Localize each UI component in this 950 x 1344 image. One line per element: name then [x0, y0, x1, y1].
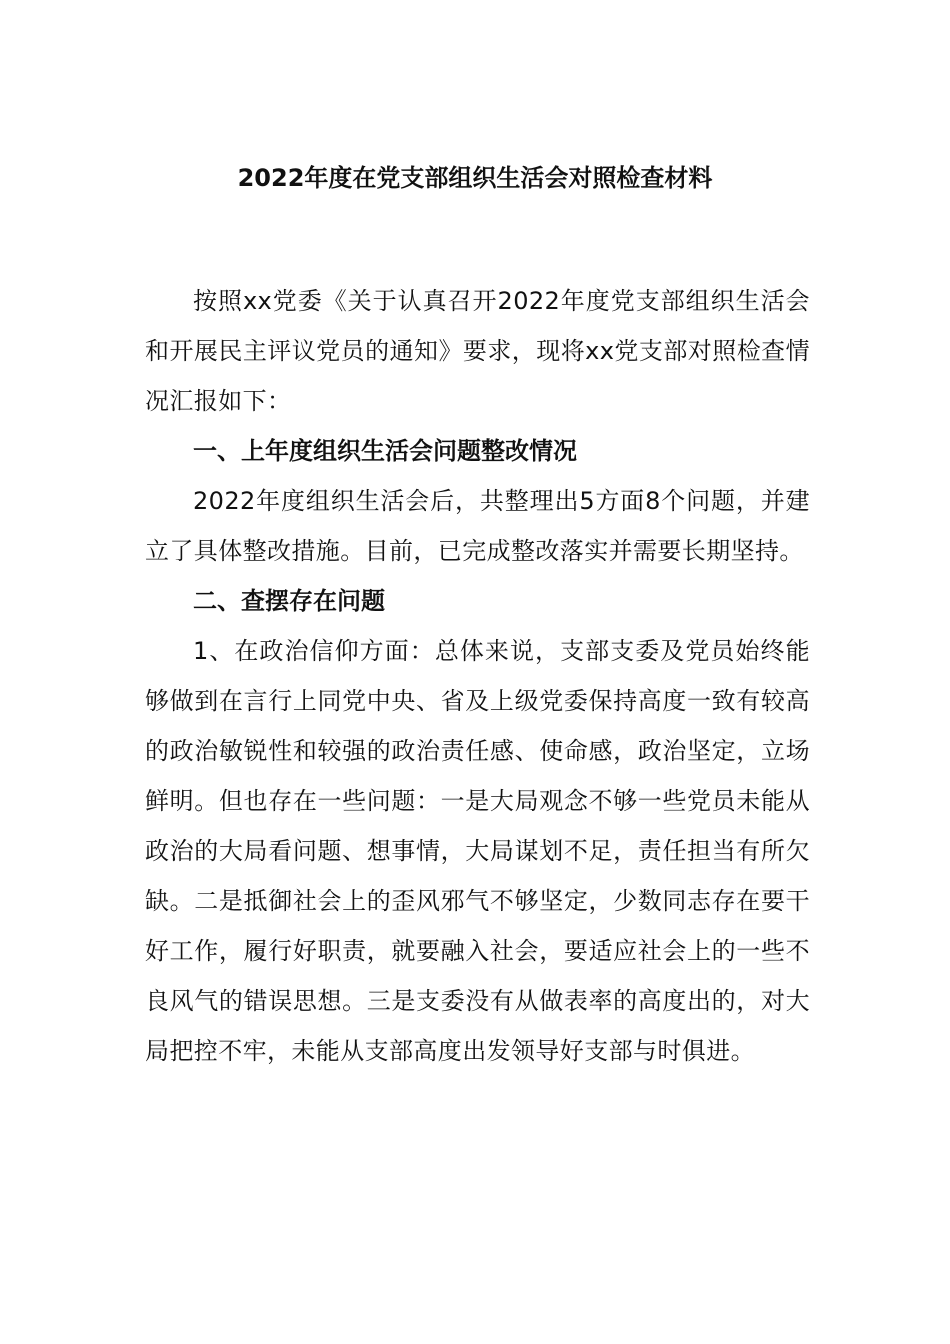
section-2-paragraph: 1、在政治信仰方面：总体来说，支部支委及党员始终能够做到在言行上同党中央、省及上级党委保持高度一致有较高的政治敏锐性和较强的政治责任感、使命感，政治坚定，立场鲜明。但也存在一些问题：一是大局观念不够一些党员未能从政治的大局看问题、想事情，大局谋划不足，责任担当有所欠缺。二是抵御社会上的歪风邪气不够坚定，少数同志存在要干好工作，履行好职责，就要融入社会，要适应社会上的一些不良风气的错误思想。三是支委没有从做表率的高度出的，对大局把控不牢，未能从支部高度出发领导好支部与时俱进。: [145, 637, 810, 1065]
section-1-paragraph: 2022年度组织生活会后，共整理出5方面8个问题，并建立了具体整改措施。目前，已完成整改落实并需要长期坚持。: [145, 487, 810, 565]
intro-paragraph: 按照xx党委《关于认真召开2022年度党支部组织生活会和开展民主评议党员的通知》要求，现将xx党支部对照检查情况汇报如下：: [145, 287, 810, 415]
document-body: [145, 276, 810, 1076]
section-heading-2: 二、查摆存在问题: [193, 587, 385, 615]
document-title: 2022年度在党支部组织生活会对照检查材料: [237, 164, 713, 192]
section-heading-1: 一、上年度组织生活会问题整改情况: [193, 437, 577, 465]
